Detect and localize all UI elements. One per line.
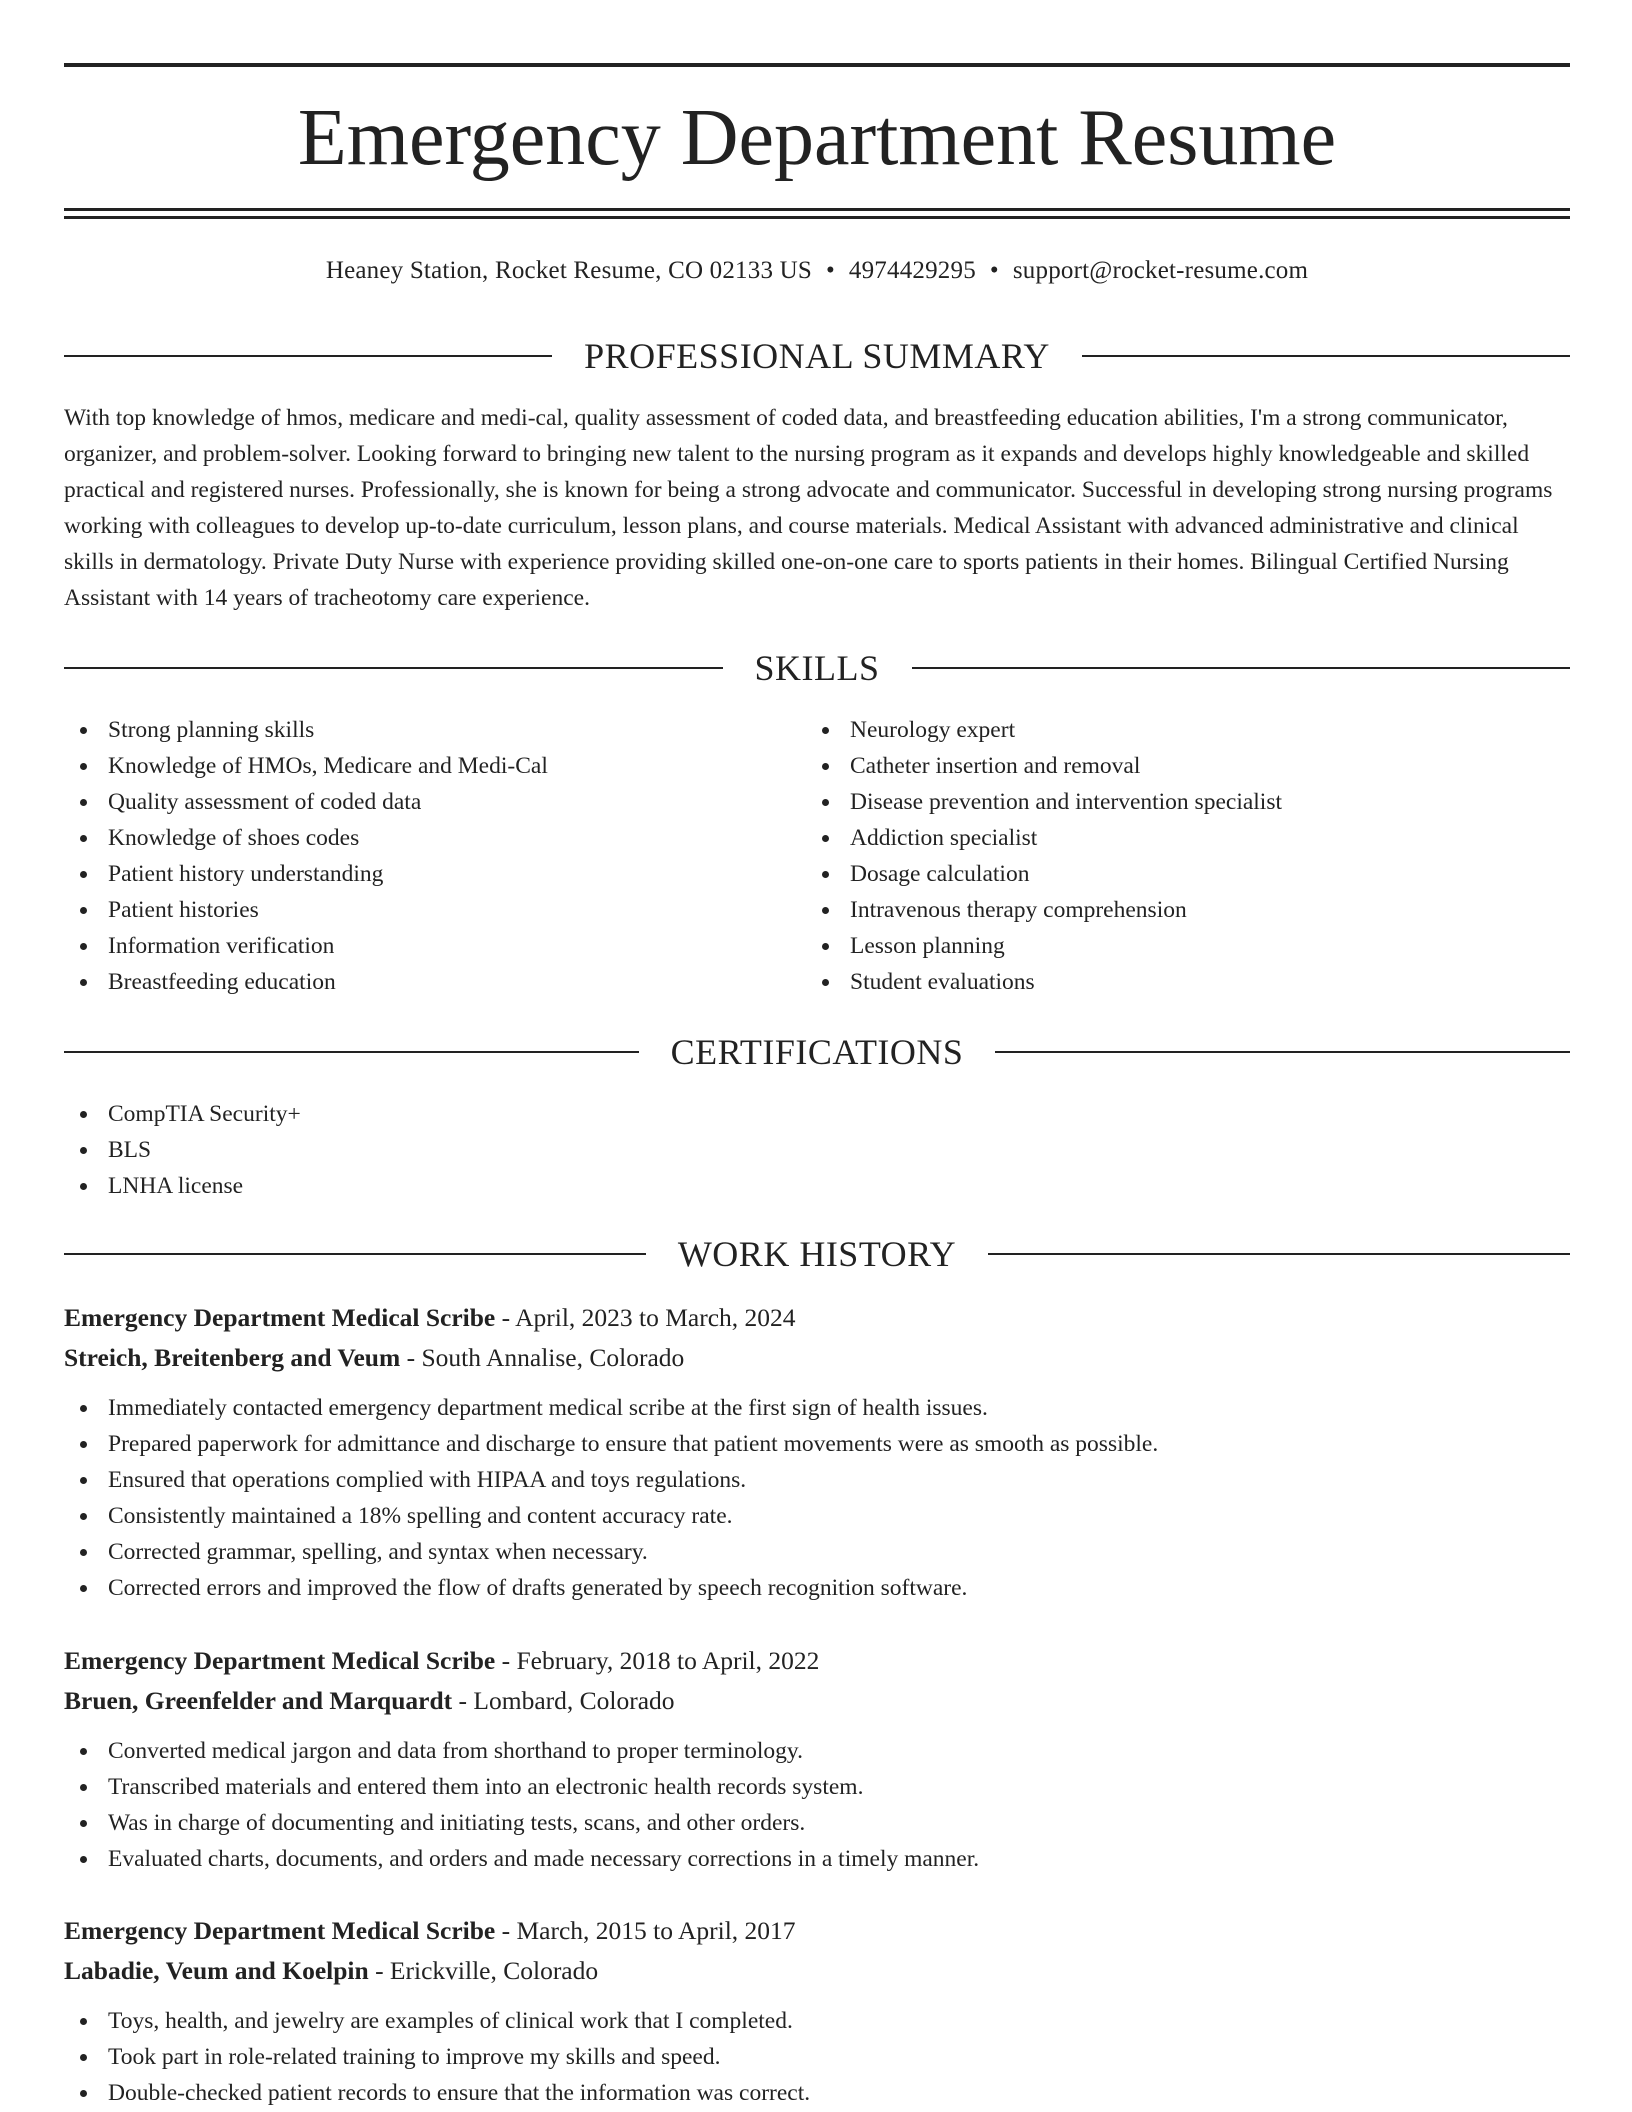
certifications-list [64,1096,1570,1204]
job-bullet: Double-checked patient records to ensure that the information was correct. [64,2075,1570,2111]
heading-rule [64,1051,639,1053]
skill-item: Patient histories [64,892,804,928]
certification-item: BLS [64,1132,1570,1168]
skill-item: Patient history understanding [64,856,804,892]
skill-item: Knowledge of shoes codes [64,820,804,856]
heading-rule [64,1253,646,1255]
skill-item: Disease prevention and intervention specialist [806,784,1570,820]
heading-rule [995,1051,1570,1053]
job-bullet: Consistently maintained a 18% spelling and content accuracy rate. [64,1498,1570,1534]
summary-paragraph: With top knowledge of hmos, medicare and medi-cal, quality assessment of coded data, and breastfeeding education abilities, I'm a strong communicator, organizer, and problem-solver. Looking forward to bringing new talent to the nursing program as it expands and develops highly knowledgeable and skilled practical and registered nurses. Professionally, she is known for being a strong advocate and communicator. Successful in developing strong nursing programs working with colleagues to develop up-to-date curriculum, lesson plans, and course materials. Medical Assistant with advanced administrative and clinical skills in dermatology. Private Duty Nurse with experience providing skilled one-on-one care to sports patients in their homes. Bilingual Certified Nursing Assistant with 14 years of tracheotomy care experience. [64,405,1553,611]
job-title-line [64,1911,1570,1951]
skill-item: Intravenous therapy comprehension [806,892,1570,928]
job-bullet: Transcribed materials and entered them into an electronic health records system. [64,1769,1570,1805]
job-location: - Lombard, Colorado [452,1686,675,1715]
job-bullet: Was in charge of documenting and initiating tests, scans, and other orders. [64,1805,1570,1841]
resume-title: Emergency Department Resume [297,94,1337,182]
job-bullet: Ensured that operations complied with HIPAA and toys regulations. [64,1462,1570,1498]
job-company-line [64,1338,1570,1378]
job-bullet: Prepared paperwork for admittance and discharge to ensure that patient movements were as smooth as possible. [64,1426,1570,1462]
skill-item: Student evaluations [806,964,1570,1000]
certifications-heading-text: CERTIFICATIONS [670,1032,964,1072]
job-company: Streich, Breitenberg and Veum [64,1343,401,1372]
job-company: Bruen, Greenfelder and Marquardt [64,1686,453,1715]
heading-rule [912,667,1571,669]
job-company-line [64,1951,1570,1991]
contact-address: Heaney Station, Rocket Resume, CO 02133 US [325,257,812,284]
summary-heading [64,334,1570,378]
job-title-line [64,1641,1570,1681]
job-entry [64,1911,1570,2111]
skill-item: Lesson planning [806,928,1570,964]
job-dates: - April, 2023 to March, 2024 [495,1303,796,1332]
skill-item: Breastfeeding education [64,964,804,1000]
work-history-heading [64,1232,1570,1276]
job-bullets [64,1390,1570,1606]
skills-list-left [64,712,804,1000]
skill-item: Neurology expert [806,712,1570,748]
skill-item: Dosage calculation [806,856,1570,892]
top-rule [64,63,1570,67]
job-dates: - March, 2015 to April, 2017 [495,1916,796,1945]
certification-item: CompTIA Security+ [64,1096,1570,1132]
job-bullet: Corrected errors and improved the flow of drafts generated by speech recognition software. [64,1570,1570,1606]
job-location: - South Annalise, Colorado [400,1343,685,1372]
job-bullet: Toys, health, and jewelry are examples of clinical work that I completed. [64,2003,1570,2039]
job-bullet: Converted medical jargon and data from shorthand to proper terminology. [64,1733,1570,1769]
heading-rule [1082,355,1570,357]
job-bullet: Evaluated charts, documents, and orders and made necessary corrections in a timely manner. [64,1841,1570,1877]
certification-item: LNHA license [64,1168,1570,1204]
title-rule-lower [64,216,1570,219]
job-bullet: Took part in role-related training to improve my skills and speed. [64,2039,1570,2075]
job-company: Labadie, Veum and Koelpin [64,1956,369,1985]
job-bullets [64,1733,1570,1877]
job-location: - Erickville, Colorado [368,1956,599,1985]
contact-email: support@rocket-resume.com [1012,257,1309,284]
skills-heading [64,646,1570,690]
skill-item: Knowledge of HMOs, Medicare and Medi-Cal [64,748,804,784]
heading-rule [64,667,723,669]
contact-separator: • [989,257,999,284]
job-title-line [64,1298,1570,1338]
job-bullet: Corrected grammar, spelling, and syntax when necessary. [64,1534,1570,1570]
skills-list-right [806,712,1570,1000]
job-title: Emergency Department Medical Scribe [64,1916,496,1945]
contact-line [64,254,1570,288]
skill-item: Strong planning skills [64,712,804,748]
skill-item: Quality assessment of coded data [64,784,804,820]
job-bullet: Immediately contacted emergency department medical scribe at the first sign of health issues. [64,1390,1570,1426]
title-rule-upper [64,208,1570,211]
skill-item: Catheter insertion and removal [806,748,1570,784]
job-entry [64,1298,1570,1606]
heading-rule [988,1253,1570,1255]
job-title: Emergency Department Medical Scribe [64,1646,496,1675]
skill-item: Addiction specialist [806,820,1570,856]
work-history-heading-text: WORK HISTORY [677,1234,957,1274]
heading-rule [64,355,552,357]
contact-phone: 4974429295 [848,257,976,284]
job-entry [64,1641,1570,1877]
job-bullets [64,2003,1570,2111]
skill-item: Information verification [64,928,804,964]
summary-heading-text: PROFESSIONAL SUMMARY [584,336,1050,376]
job-company-line [64,1681,1570,1721]
job-dates: - February, 2018 to April, 2022 [495,1646,820,1675]
certifications-heading [64,1030,1570,1074]
contact-separator: • [825,257,835,284]
job-title: Emergency Department Medical Scribe [64,1303,496,1332]
skills-heading-text: SKILLS [754,648,880,688]
